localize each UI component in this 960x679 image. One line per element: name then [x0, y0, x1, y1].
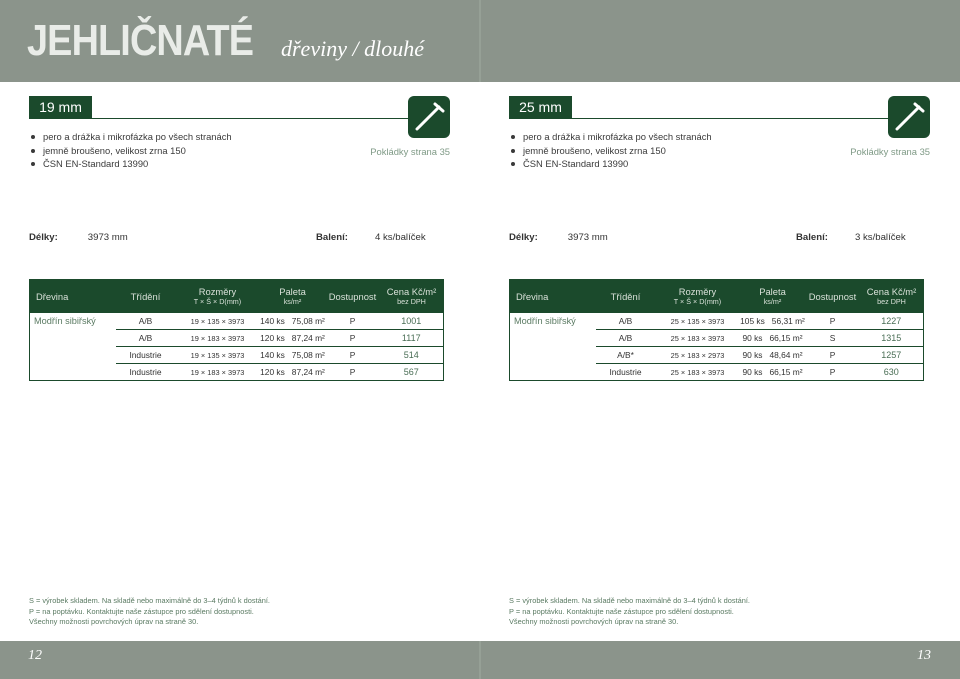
thickness-label: 25 mm [509, 96, 572, 119]
cell-pallet [260, 347, 326, 364]
cell-pcs: 120 ks [260, 333, 285, 343]
col-dims-sub: T × Š × D(mm) [673, 297, 722, 306]
lengths-spec [509, 232, 608, 243]
col-pallet-sub: ks/m² [283, 297, 302, 306]
header-divider [479, 0, 481, 82]
cell-availability: P [326, 313, 380, 330]
cell-pcs: 120 ks [260, 367, 285, 377]
note-line: Všechny možnosti povrchových úprav na straně 30. [29, 617, 199, 626]
lengths-spec [29, 232, 128, 243]
col-price-label: Cena Kč/m² [866, 286, 917, 297]
cell-availability: P [326, 330, 380, 347]
product-table [29, 279, 444, 381]
cell-availability: P [806, 313, 860, 330]
cell-pallet [740, 364, 806, 381]
cell-area: 75,08 m² [291, 316, 325, 326]
cell-availability: P [326, 347, 380, 364]
packaging-label: Balení: [796, 232, 828, 243]
page-number-left: 12 [28, 648, 42, 663]
col-wood: Dřevina [30, 280, 116, 313]
page-left [0, 82, 480, 641]
cell-pcs: 90 ks [742, 350, 763, 360]
cell-availability: P [326, 364, 380, 381]
col-dims-label: Rozměry [678, 286, 717, 297]
feature-item: ČSN EN-Standard 13990 [29, 157, 232, 171]
cell-dims: 25 × 183 × 2973 [656, 347, 740, 364]
note-line: S = výrobek skladem. Na skladě nebo maximálně do 3–4 týdnů k dostání. [509, 596, 750, 605]
product-table [509, 279, 924, 381]
cell-dims: 25 × 183 × 3973 [656, 330, 740, 347]
packaging-spec [796, 232, 906, 243]
cell-price: 1001 [380, 313, 444, 330]
col-price-sub: bez DPH [877, 297, 906, 306]
cell-price: 1227 [860, 313, 924, 330]
cell-grade: Industrie [116, 347, 176, 364]
cell-pcs: 140 ks [260, 316, 285, 326]
cell-area: 66,15 m² [769, 333, 803, 343]
note-line: P = na poptávku. Kontaktujte naše zástupce pro sdělení dostupnosti. [29, 606, 254, 616]
col-price [860, 280, 924, 313]
cell-availability: P [806, 347, 860, 364]
cell-grade: A/B [116, 330, 176, 347]
col-dims-label: Rozměry [198, 286, 237, 297]
col-price-label: Cena Kč/m² [386, 286, 437, 297]
note-line: S = výrobek skladem. Na skladě nebo maximálně do 3–4 týdnů k dostání. [29, 596, 270, 605]
feature-list [29, 130, 232, 171]
page-right [480, 82, 960, 641]
cell-pcs: 105 ks [740, 316, 765, 326]
cell-pallet [740, 313, 806, 330]
cell-area: 75,08 m² [291, 350, 325, 360]
col-wood: Dřevina [510, 280, 596, 313]
cell-area: 66,15 m² [769, 367, 803, 377]
cell-dims: 25 × 183 × 3973 [656, 364, 740, 381]
col-dims [656, 280, 740, 313]
nail-icon [888, 96, 930, 138]
feature-item: pero a drážka i mikrofázka po všech stranách [29, 130, 232, 144]
availability-notes [509, 596, 750, 628]
col-availability: Dostupnost [326, 280, 380, 313]
col-pallet-sub: ks/m² [763, 297, 782, 306]
cell-price: 1257 [860, 347, 924, 364]
availability-notes [29, 596, 270, 628]
table-row [30, 313, 444, 330]
cell-price: 1117 [380, 330, 444, 347]
catalog-title: JEHLIČNATÉ [27, 16, 254, 65]
cell-dims: 19 × 183 × 3973 [176, 330, 260, 347]
cell-area: 56,31 m² [771, 316, 805, 326]
footer-band [0, 641, 960, 679]
packaging-value: 3 ks/balíček [855, 232, 906, 243]
col-pallet-label: Paleta [279, 286, 306, 297]
lengths-value: 3973 mm [567, 232, 608, 243]
cell-price: 514 [380, 347, 444, 364]
cell-area: 87,24 m² [291, 367, 325, 377]
cell-dims: 19 × 135 × 3973 [176, 347, 260, 364]
lengths-label: Délky: [29, 232, 58, 243]
cell-pallet [260, 313, 326, 330]
cell-dims: 19 × 183 × 3973 [176, 364, 260, 381]
wood-name: Modřín sibiřský [510, 313, 596, 381]
col-pallet [740, 280, 806, 313]
col-dims [176, 280, 260, 313]
table-header-row [30, 280, 444, 313]
cell-pallet [260, 364, 326, 381]
cell-pcs: 90 ks [742, 333, 763, 343]
section-rule [509, 118, 930, 119]
thickness-label: 19 mm [29, 96, 92, 119]
cell-availability: S [806, 330, 860, 347]
col-price [380, 280, 444, 313]
cell-area: 48,64 m² [769, 350, 803, 360]
section-rule [29, 118, 450, 119]
col-availability: Dostupnost [806, 280, 860, 313]
lengths-label: Délky: [509, 232, 538, 243]
nail-icon [408, 96, 450, 138]
col-price-sub: bez DPH [397, 297, 426, 306]
feature-list [509, 130, 712, 171]
cell-pallet [260, 330, 326, 347]
cell-price: 630 [860, 364, 924, 381]
header-band [0, 0, 960, 82]
col-pallet-label: Paleta [759, 286, 786, 297]
cell-grade: A/B [596, 313, 656, 330]
table-header-row [510, 280, 924, 313]
cell-pcs: 90 ks [742, 367, 763, 377]
col-grade: Třídění [596, 280, 656, 313]
cell-pcs: 140 ks [260, 350, 285, 360]
installation-link[interactable]: Pokládky strana 35 [370, 146, 450, 157]
col-dims-sub: T × Š × D(mm) [193, 297, 242, 306]
footer-divider [479, 641, 481, 679]
page-number-right: 13 [917, 648, 931, 663]
feature-item: jemně broušeno, velikost zrna 150 [509, 144, 712, 158]
feature-item: jemně broušeno, velikost zrna 150 [29, 144, 232, 158]
cell-dims: 25 × 135 × 3973 [656, 313, 740, 330]
cell-availability: P [806, 364, 860, 381]
cell-pallet [740, 347, 806, 364]
cell-dims: 19 × 135 × 3973 [176, 313, 260, 330]
cell-grade: A/B [596, 330, 656, 347]
packaging-spec [316, 232, 426, 243]
cell-area: 87,24 m² [291, 333, 325, 343]
cell-grade: Industrie [116, 364, 176, 381]
col-grade: Třídění [116, 280, 176, 313]
cell-grade: Industrie [596, 364, 656, 381]
feature-item: pero a drážka i mikrofázka po všech stranách [509, 130, 712, 144]
packaging-value: 4 ks/balíček [375, 232, 426, 243]
cell-grade: A/B* [596, 347, 656, 364]
lengths-value: 3973 mm [87, 232, 128, 243]
cell-price: 1315 [860, 330, 924, 347]
note-line: P = na poptávku. Kontaktujte naše zástupce pro sdělení dostupnosti. [509, 606, 734, 616]
installation-link[interactable]: Pokládky strana 35 [850, 146, 930, 157]
catalog-subtitle: dřeviny / dlouhé [281, 36, 424, 61]
table-row [510, 313, 924, 330]
wood-name: Modřín sibiřský [30, 313, 116, 381]
col-pallet [260, 280, 326, 313]
cell-pallet [740, 330, 806, 347]
cell-price: 567 [380, 364, 444, 381]
feature-item: ČSN EN-Standard 13990 [509, 157, 712, 171]
packaging-label: Balení: [316, 232, 348, 243]
cell-grade: A/B [116, 313, 176, 330]
note-line: Všechny možnosti povrchových úprav na straně 30. [509, 617, 679, 626]
